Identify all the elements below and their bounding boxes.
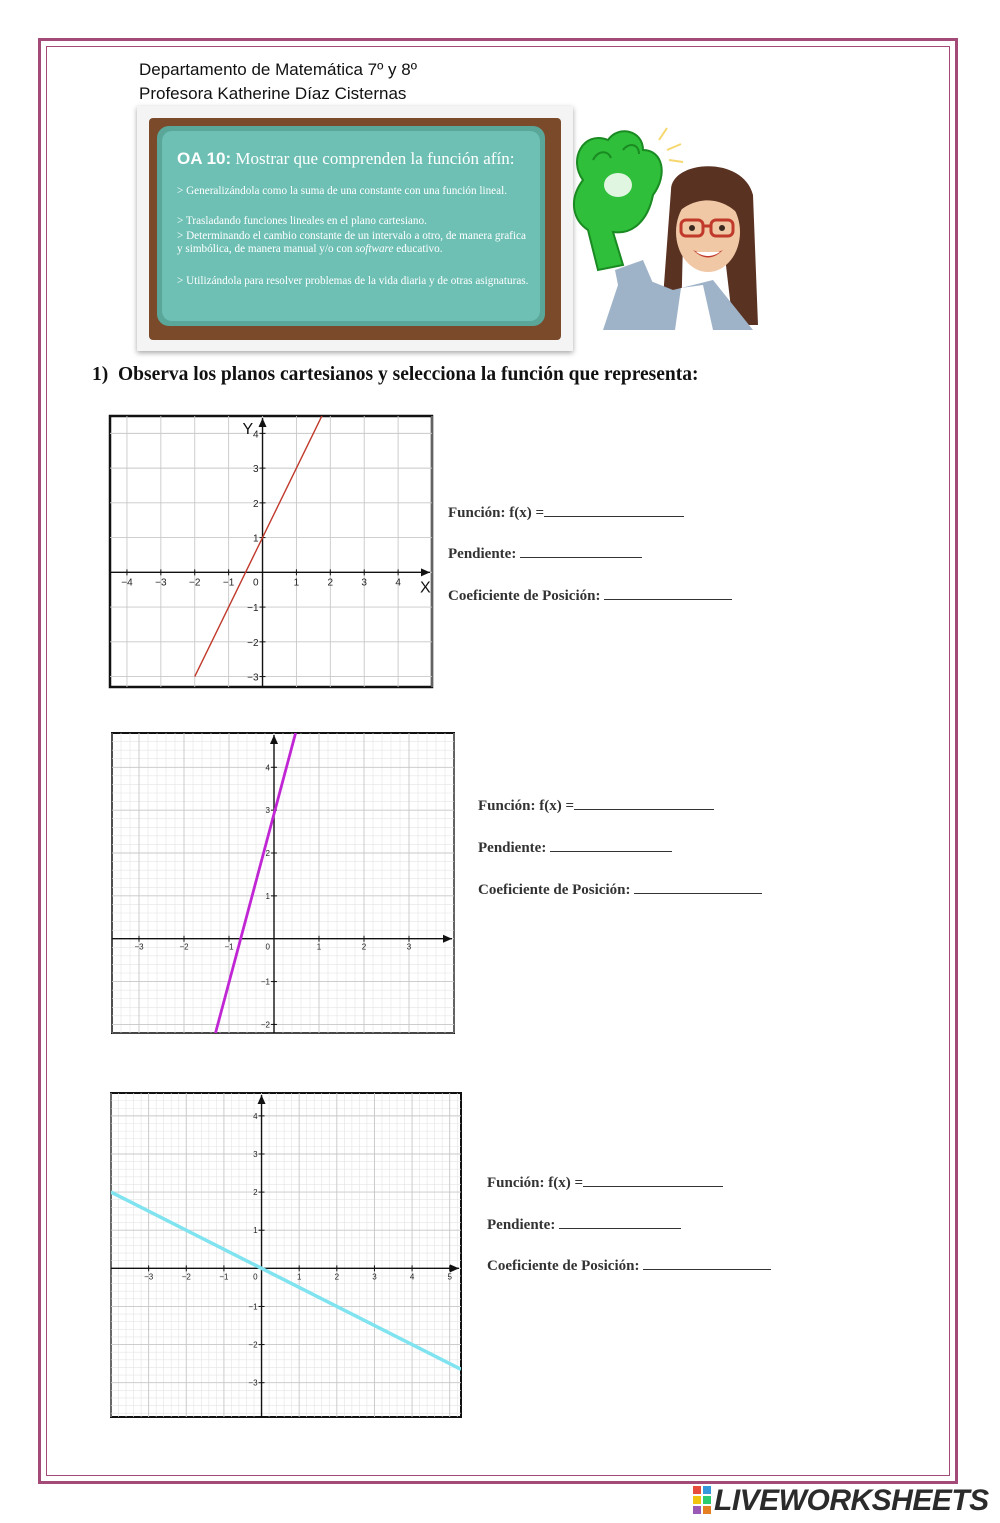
- x-tick-label: 4: [395, 577, 401, 589]
- function-label: Función: f(x) =: [487, 1175, 584, 1191]
- function-field-1: [448, 502, 684, 522]
- y-tick-label: 4: [265, 763, 270, 773]
- y-tick-label: 1: [265, 891, 270, 901]
- y-tick-label: 2: [252, 498, 259, 510]
- x-tick-label: −3: [144, 1272, 154, 1282]
- slope-field-3: [487, 1214, 681, 1234]
- x-tick-label: −4: [121, 577, 133, 589]
- function-label: Función: f(x) =: [448, 505, 545, 521]
- y-tick-label: 3: [253, 1149, 258, 1159]
- slope-label: Pendiente:: [487, 1217, 556, 1233]
- chalkboard: [162, 131, 540, 321]
- teacher-avatar: [563, 120, 763, 330]
- origin-label: 0: [252, 577, 259, 589]
- y-axis-label: Y: [242, 421, 254, 438]
- y-tick-label: 4: [253, 1111, 258, 1121]
- y-tick-label: 4: [252, 429, 259, 441]
- origin-label: 0: [253, 1272, 258, 1282]
- x-tick-label: −1: [222, 577, 235, 589]
- x-tick-label: 1: [316, 942, 322, 952]
- y-tick-label: −1: [248, 1302, 258, 1312]
- objective-title-text: Mostrar que comprenden la función afín:: [235, 149, 515, 168]
- intercept-field-3: [487, 1255, 771, 1275]
- y-tick-label: −3: [248, 1378, 258, 1388]
- objective-item: [177, 230, 532, 255]
- slope-field-2: [478, 837, 672, 857]
- foam-hand-icon: [574, 131, 662, 270]
- cartesian-plane-3: [108, 1090, 464, 1420]
- objective-item: > Generalizándola como la suma de una constante con una función lineal.: [177, 185, 508, 197]
- x-tick-label: 1: [293, 577, 300, 589]
- x-tick-label: −1: [224, 942, 234, 952]
- plane-frame: [110, 416, 432, 687]
- y-tick-label: −2: [260, 1020, 270, 1030]
- y-tick-label: 3: [265, 806, 270, 816]
- slope-blank[interactable]: [520, 543, 642, 558]
- logo-icon: [692, 1484, 714, 1516]
- software-italic: software: [355, 242, 394, 255]
- y-tick-label: 1: [252, 533, 259, 545]
- x-tick-label: 2: [327, 577, 334, 589]
- intercept-blank[interactable]: [634, 879, 762, 894]
- intercept-label: Coeficiente de Posición:: [487, 1258, 640, 1274]
- sparkle-icon: [659, 128, 683, 162]
- slope-blank[interactable]: [559, 1214, 681, 1229]
- slope-label: Pendiente:: [448, 546, 517, 562]
- y-tick-label: 2: [265, 849, 270, 858]
- y-tick-label: −1: [247, 603, 259, 615]
- intercept-label: Coeficiente de Posición:: [448, 588, 601, 604]
- brand-name: LIVEWORKSHEETS: [714, 1484, 989, 1517]
- x-tick-label: −2: [179, 942, 189, 952]
- y-tick-label: −1: [260, 977, 270, 987]
- slope-label: Pendiente:: [478, 840, 547, 856]
- function-field-3: [487, 1172, 723, 1192]
- function-field-2: [478, 795, 714, 815]
- y-tick-label: −2: [248, 1340, 258, 1350]
- x-tick-label: −2: [189, 577, 201, 589]
- y-tick-label: 2: [253, 1188, 258, 1198]
- x-tick-label: 2: [334, 1272, 340, 1282]
- x-tick-label: −3: [155, 577, 167, 589]
- function-blank[interactable]: [583, 1172, 723, 1187]
- slope-field-1: [448, 543, 642, 563]
- x-axis-label: X: [420, 579, 431, 597]
- department-line: Departamento de Matemática 7º y 8º: [139, 60, 417, 79]
- objective-item: > Utilizándola para resolver problemas de la vida diaria y de otras asignaturas.: [177, 275, 529, 287]
- y-tick-label: 1: [253, 1226, 258, 1236]
- question-number: 1): [92, 364, 109, 385]
- y-tick-label: 3: [252, 464, 259, 476]
- x-tick-label: 1: [296, 1272, 302, 1282]
- question-text: Observa los planos cartesianos y selecciona la función que representa:: [118, 364, 699, 385]
- objective-code: OA 10:: [177, 149, 232, 168]
- x-tick-label: −1: [219, 1272, 229, 1282]
- cartesian-plane-1: [108, 414, 434, 689]
- function-blank[interactable]: [544, 502, 684, 517]
- intercept-label: Coeficiente de Posición:: [478, 882, 631, 898]
- intercept-field-1: [448, 585, 732, 605]
- slope-blank[interactable]: [550, 837, 672, 852]
- x-tick-label: 4: [409, 1272, 415, 1282]
- x-tick-label: 3: [372, 1272, 377, 1282]
- x-tick-label: 5: [447, 1272, 452, 1282]
- x-tick-label: 2: [361, 942, 367, 952]
- intercept-blank[interactable]: [604, 585, 732, 600]
- x-tick-label: −3: [134, 942, 144, 952]
- objective-item: > Trasladando funciones lineales en el plano cartesiano.: [177, 215, 427, 227]
- function-label: Función: f(x) =: [478, 798, 575, 814]
- teacher-line: Profesora Katherine Díaz Cisternas: [139, 84, 407, 103]
- intercept-blank[interactable]: [643, 1255, 771, 1270]
- x-tick-label: 3: [361, 577, 367, 589]
- question-1: [92, 364, 698, 386]
- x-tick-label: 3: [406, 942, 412, 952]
- intercept-field-2: [478, 879, 762, 899]
- origin-label: 0: [265, 942, 270, 952]
- objective-item-text: > Determinando el cambio constante de un intervalo a otro, de manera grafica y simbólica, de manera manual y/o con software educativo.: [177, 230, 526, 255]
- cartesian-plane-2: [102, 723, 464, 1043]
- function-blank[interactable]: [574, 795, 714, 810]
- y-tick-label: −3: [247, 672, 259, 684]
- y-tick-label: −2: [247, 637, 259, 649]
- objective-title: [177, 149, 514, 169]
- x-tick-label: −2: [181, 1272, 191, 1282]
